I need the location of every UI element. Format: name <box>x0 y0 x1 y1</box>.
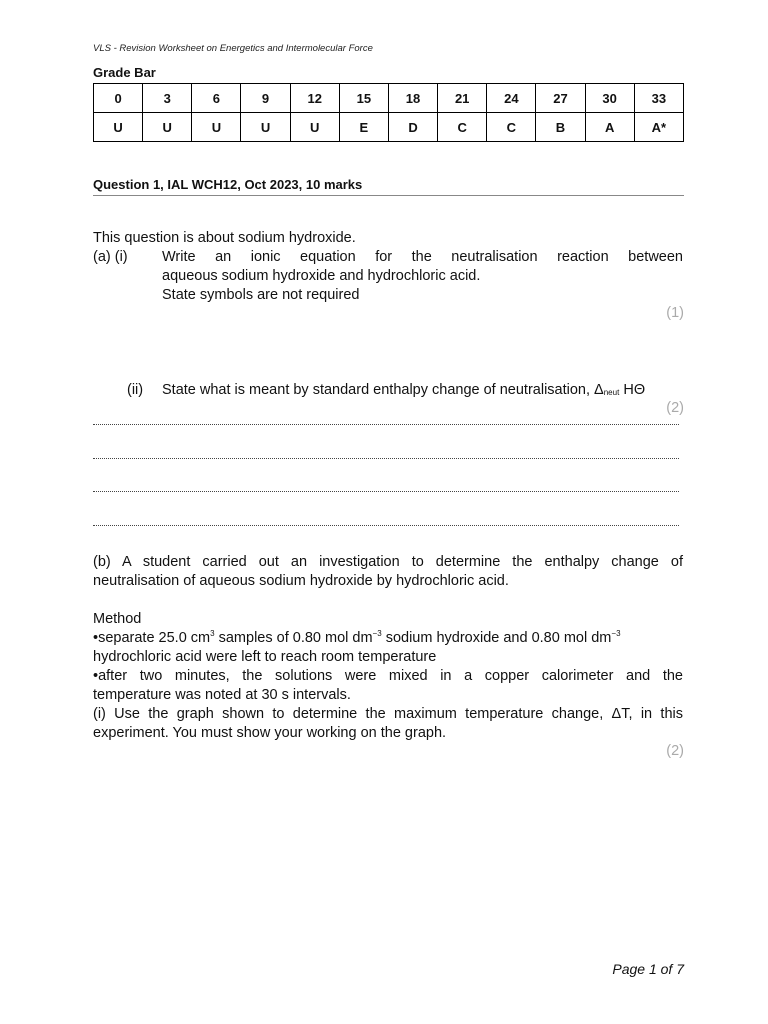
score-cell: 18 <box>388 84 437 113</box>
part-a-i-marks: (1) <box>666 305 684 321</box>
score-cell: 6 <box>192 84 241 113</box>
part-a-i-line1: Write an ionic equation for the neutralisation reaction between <box>162 249 683 265</box>
score-cell: 24 <box>487 84 536 113</box>
score-cell: 12 <box>290 84 339 113</box>
method-step-1-line1 <box>93 629 684 648</box>
score-cell: 9 <box>241 84 290 113</box>
grade-bar-scores-row <box>94 84 684 113</box>
part-a-i-line3: State symbols are not required <box>162 287 360 303</box>
grade-cell: D <box>388 113 437 142</box>
grade-cell: B <box>536 113 585 142</box>
enthalpy-symbol: HΘ <box>619 382 646 398</box>
answer-line[interactable] <box>93 525 679 526</box>
score-cell: 15 <box>339 84 388 113</box>
grade-cell: U <box>94 113 143 142</box>
score-cell: 3 <box>143 84 192 113</box>
superscript: 3 <box>210 629 215 638</box>
answer-line[interactable] <box>93 491 679 492</box>
part-b-line1: (b) A student carried out an investigation to determine the enthalpy change of <box>93 554 683 570</box>
superscript: −3 <box>611 629 621 638</box>
part-b-i-marks: (2) <box>666 743 684 759</box>
neut-subscript: neut <box>603 388 620 397</box>
grade-bar-table <box>93 83 684 142</box>
page-number: Page 1 of 7 <box>612 961 684 977</box>
score-cell: 30 <box>585 84 634 113</box>
part-b-line2: neutralisation of aqueous sodium hydroxide by hydrochloric acid. <box>93 573 509 589</box>
part-b-i-line2: experiment. You must show your working on the graph. <box>93 725 447 741</box>
superscript: −3 <box>372 629 382 638</box>
method-1-text-b: samples of 0.80 mol dm <box>214 630 373 646</box>
method-heading: Method <box>93 611 142 627</box>
method-1-text-c: sodium hydroxide and 0.80 mol dm <box>381 630 612 646</box>
method-step-2-line1: •after two minutes, the solutions were mixed in a copper calorimeter and the <box>93 668 683 684</box>
grade-cell: U <box>192 113 241 142</box>
question-title: Question 1, IAL WCH12, Oct 2023, 10 marks <box>93 177 363 192</box>
part-a-i-line2: aqueous sodium hydroxide and hydrochloric acid. <box>162 268 481 284</box>
grade-bar-grades-row <box>94 113 684 142</box>
part-a-ii-question: State what is meant by standard enthalpy change of neutralisation, Δ <box>162 382 604 398</box>
answer-line[interactable] <box>93 424 679 425</box>
grade-cell: A <box>585 113 634 142</box>
score-cell: 0 <box>94 84 143 113</box>
grade-cell: E <box>339 113 388 142</box>
grade-cell: U <box>143 113 192 142</box>
part-a-ii-marks: (2) <box>666 400 684 416</box>
grade-cell: C <box>487 113 536 142</box>
score-cell: 21 <box>438 84 487 113</box>
method-step-2-line2: temperature was noted at 30 s intervals. <box>93 687 351 703</box>
grade-cell: U <box>241 113 290 142</box>
grade-bar-label: Grade Bar <box>93 65 156 80</box>
grade-cell: A* <box>634 113 683 142</box>
part-a-ii-text <box>162 381 645 400</box>
grade-cell: C <box>438 113 487 142</box>
method-step-1-line2: hydrochloric acid were left to reach room temperature <box>93 649 437 665</box>
method-1-text-a: •separate 25.0 cm <box>93 630 211 646</box>
grade-cell: U <box>290 113 339 142</box>
score-cell: 27 <box>536 84 585 113</box>
part-a-i-label: (a) (i) <box>93 249 128 265</box>
score-cell: 33 <box>634 84 683 113</box>
running-header: VLS - Revision Worksheet on Energetics and Intermolecular Force <box>93 43 373 54</box>
part-b-i-line1: (i) Use the graph shown to determine the maximum temperature change, ΔT, in this <box>93 706 683 722</box>
part-a-ii-label: (ii) <box>127 382 144 398</box>
question-intro: This question is about sodium hydroxide. <box>93 230 356 246</box>
question-divider <box>93 195 684 196</box>
answer-line[interactable] <box>93 458 679 459</box>
